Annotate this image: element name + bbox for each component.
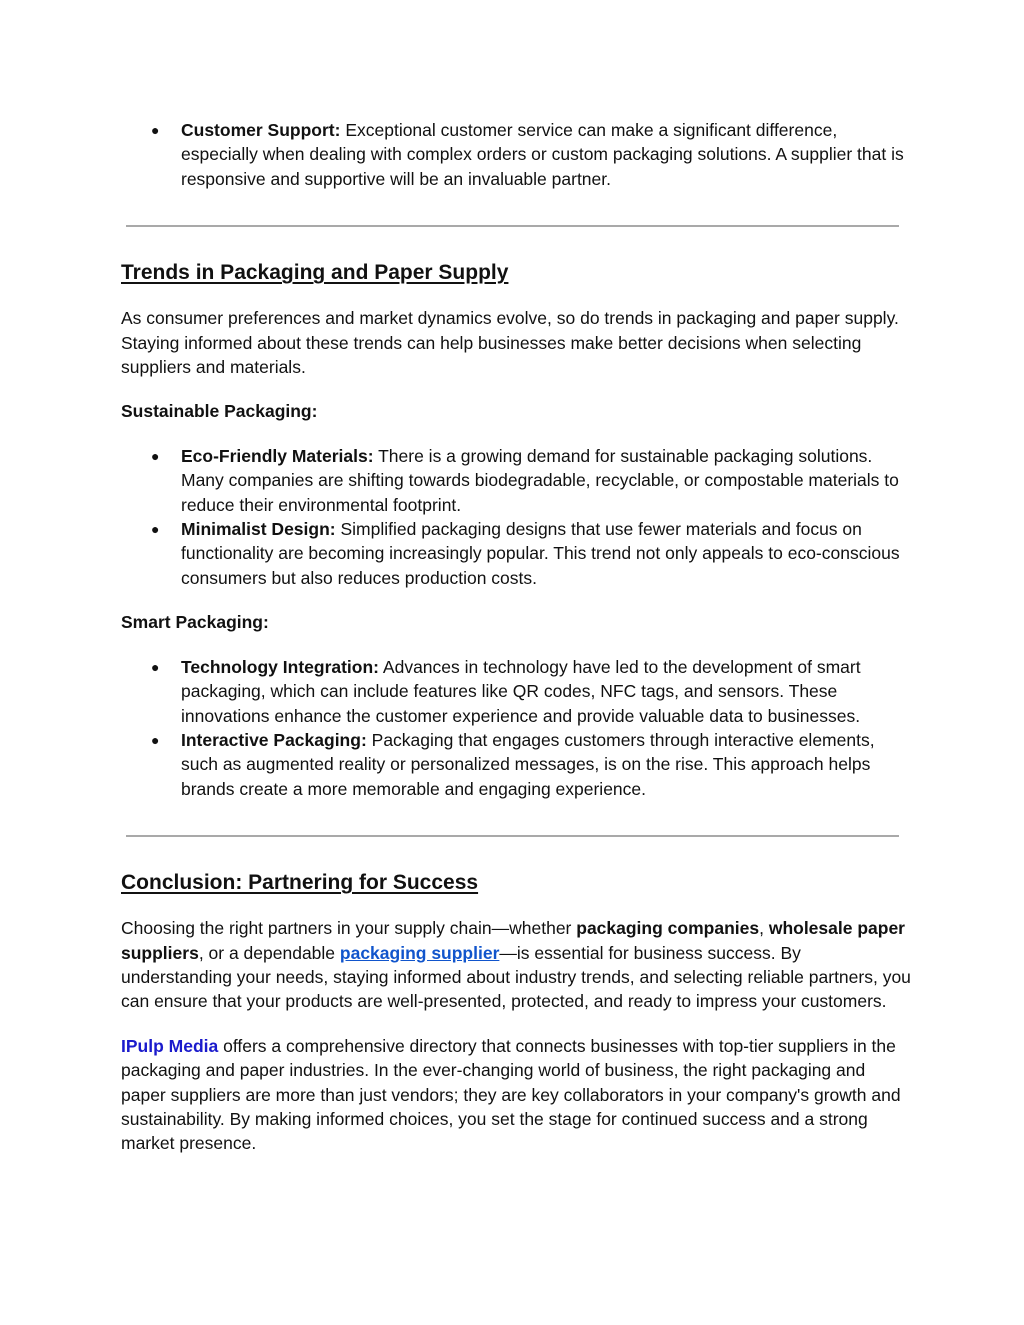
list-item-term: Minimalist Design: xyxy=(181,519,336,540)
list-item-text: Exceptional customer service can make a significant difference, especially when dealing with complex orders or custom packaging solutions. A supplier that is responsive and supportive will be an invaluable partner. xyxy=(181,120,904,189)
trends-intro: As consumer preferences and market dynamics evolve, so do trends in packaging and paper supply. Staying informed about these trends can help businesses make better decisions when selecting suppliers and materials. xyxy=(121,308,899,378)
list-item-text: Advances in technology have led to the development of smart packaging, which can include features like QR codes, NFC tags, and sensors. These innovations enhance the customer experience and provide valuable data to businesses. xyxy=(181,656,861,726)
smart-list xyxy=(121,655,911,801)
conclusion-paragraph: Choosing the right partners in your supply chain—whether packaging companies, wholesale paper suppliers, or a dependable packaging supplier—is essential for business success. By understanding your needs, staying informed about industry trends, and selecting reliable partners, you can ensure that your products are well-presented, protected, and ready to impress your customers. xyxy=(121,918,911,1012)
trends-heading: Trends in Packaging and Paper Supply xyxy=(121,261,509,285)
keyword-packaging-companies: packaging companies xyxy=(576,918,760,939)
sustainable-subheading: Sustainable Packaging: xyxy=(121,401,318,422)
bullet-icon: ● xyxy=(151,731,160,748)
sustainable-list xyxy=(121,444,911,590)
conclusion-heading: Conclusion: Partnering for Success xyxy=(121,871,479,895)
packaging-supplier-link[interactable]: packaging supplier xyxy=(339,942,500,963)
list-item xyxy=(121,728,911,801)
bullet-icon: ● xyxy=(151,447,160,464)
bullet-icon: ● xyxy=(151,122,160,138)
list-item xyxy=(121,118,911,191)
brand-name: IPulp Media xyxy=(121,1035,219,1056)
bullet-icon: ● xyxy=(151,658,160,675)
list-item-term: Interactive Packaging: xyxy=(181,729,367,750)
keyword-wholesale-paper-suppliers: wholesale paper suppliers xyxy=(121,918,905,963)
list-item-text: Simplified packaging designs that use fewer materials and focus on functionality are becoming increasingly popular. This trend not only appeals to eco-conscious consumers but also reduces production costs. xyxy=(181,519,900,588)
list-item-text: Packaging that engages customers through interactive elements, such as augmented reality or personalized messages, is on the rise. This approach helps brands create a more memorable and engaging experience. xyxy=(181,729,875,799)
list-item-term: Technology Integration: xyxy=(181,656,380,677)
document-page xyxy=(121,118,911,1156)
list-item-text: There is a growing demand for sustainable packaging solutions. Many companies are shifting towards biodegradable, recyclable, or compostable materials to reduce their environmental footprint. xyxy=(181,445,899,515)
customer-support-list xyxy=(121,118,911,191)
list-item-term: Customer Support: xyxy=(181,120,341,140)
smart-subheading: Smart Packaging: xyxy=(121,612,269,633)
bullet-icon: ● xyxy=(151,521,160,538)
list-item xyxy=(121,444,911,517)
list-item-term: Eco-Friendly Materials: xyxy=(181,445,374,466)
list-item xyxy=(121,655,911,728)
ipulp-paragraph: IPulp Media offers a comprehensive directory that connects businesses with top-tier suppliers in the packaging and paper industries. In the ever-changing world of business, the right packaging and paper suppliers are more than just vendors; they are key collaborators in your company's growth and sustainability. By making informed choices, you set the stage for continued success and a strong market presence. xyxy=(121,1035,901,1154)
list-item xyxy=(121,517,911,590)
